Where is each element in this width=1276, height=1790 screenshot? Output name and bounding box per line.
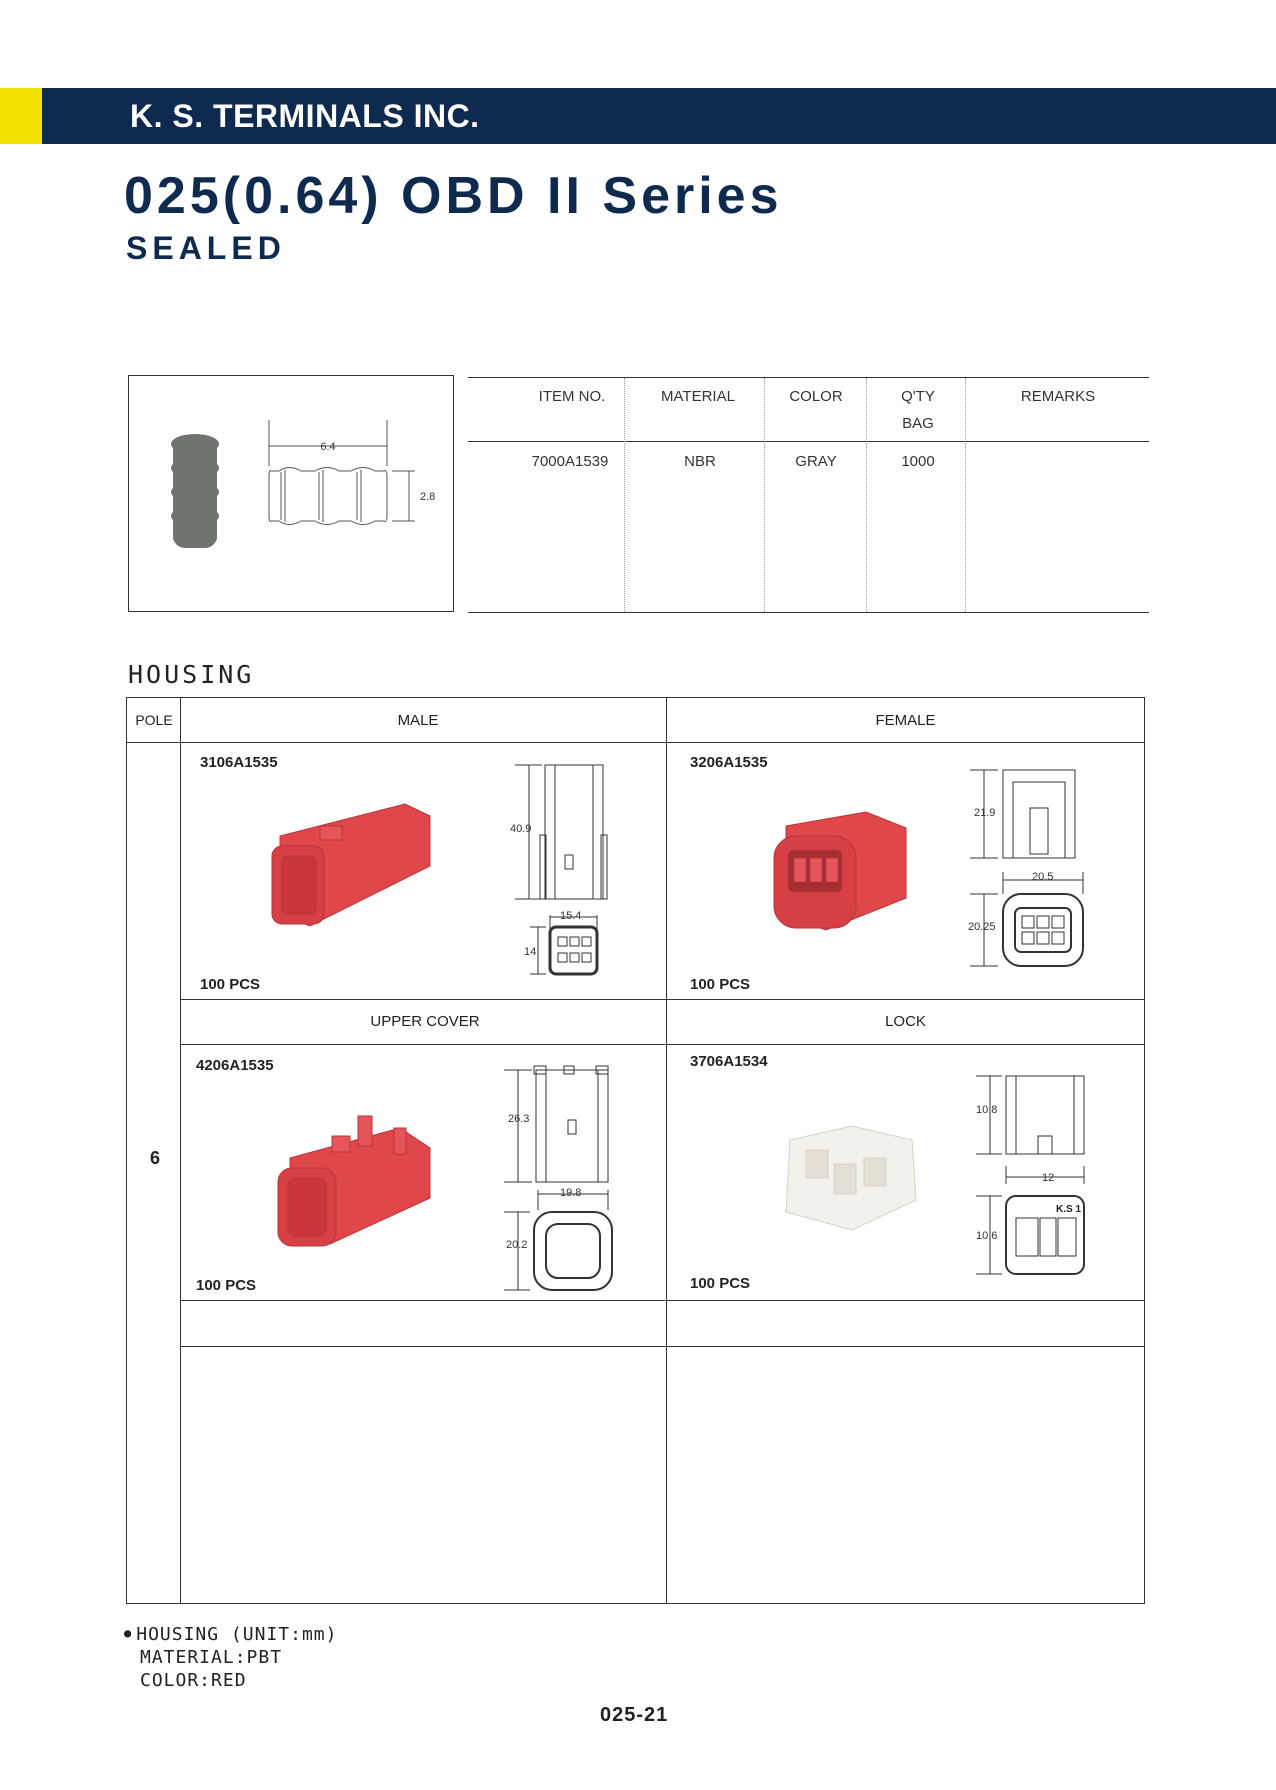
female-quantity: 100 PCS	[690, 976, 751, 993]
table-rule	[180, 1044, 1145, 1045]
pole-value: 6	[150, 1148, 161, 1168]
male-width-dim: 15.4	[560, 910, 582, 922]
female-housing-photo	[766, 806, 916, 936]
seal-image-box	[128, 375, 454, 612]
spec-header-item-no: ITEM NO.	[538, 388, 606, 405]
note-material: MATERIAL:PBT	[140, 1647, 283, 1668]
company-name: K. S. TERMINALS INC.	[130, 98, 480, 134]
table-rule	[126, 742, 1145, 743]
spec-item-no: 7000A1539	[531, 453, 609, 470]
seal-illustration	[129, 376, 455, 613]
table-rule	[666, 697, 667, 1604]
series-subtitle: SEALED	[126, 230, 286, 266]
note-unit: HOUSING (UNIT:mm)	[136, 1624, 338, 1645]
male-height-dim: 40.9	[510, 823, 532, 835]
lock-mark: K.S 1	[1056, 1204, 1082, 1215]
spec-qty: 1000	[901, 453, 935, 470]
lock-part-number: 3706A1534	[690, 1053, 768, 1070]
spec-header-qty-unit: BAG	[902, 415, 934, 432]
lock-drawing	[960, 1066, 1090, 1286]
housing-section-title: HOUSING	[128, 660, 255, 689]
upper-cover-photo	[270, 1112, 440, 1252]
spec-header-material: MATERIAL	[661, 388, 735, 405]
female-housing-drawing	[960, 760, 1090, 975]
upper-cover-quantity: 100 PCS	[196, 1277, 257, 1294]
upper-cover-part-number: 4206A1535	[196, 1057, 274, 1074]
male-header: MALE	[397, 712, 439, 729]
male-quantity: 100 PCS	[200, 976, 261, 993]
spec-header-qty: Q'TY	[901, 388, 935, 405]
lock-height-dim: 10.8	[976, 1104, 998, 1116]
upper-cover-depth-dim: 20.2	[506, 1239, 528, 1251]
pole-header: POLE	[135, 712, 173, 728]
page-number: 025-21	[600, 1704, 669, 1726]
spec-material: NBR	[684, 453, 716, 470]
spec-header-remarks: REMARKS	[1020, 388, 1096, 405]
male-housing-photo	[260, 796, 440, 936]
spec-table-top-rule	[468, 377, 1149, 378]
female-height-dim: 21.9	[974, 807, 996, 819]
male-depth-dim: 14	[524, 946, 537, 958]
bullet-icon: ●	[124, 1626, 133, 1640]
spec-color: GRAY	[795, 453, 837, 470]
lock-depth-dim: 10.6	[976, 1230, 998, 1242]
male-part-number: 3106A1535	[200, 754, 278, 771]
spec-col-divider	[965, 378, 966, 612]
spec-col-divider	[866, 378, 867, 612]
lock-photo	[772, 1120, 922, 1235]
table-rule	[180, 1300, 1145, 1301]
upper-cover-height-dim: 26.3	[508, 1113, 530, 1125]
series-title: 025(0.64) OBD II Series	[124, 167, 783, 225]
housing-notes	[124, 1622, 337, 1692]
seal-drawing	[269, 420, 415, 525]
spec-col-divider	[764, 378, 765, 612]
seal-height-dim: 2.8	[420, 491, 436, 503]
lock-quantity: 100 PCS	[690, 1275, 751, 1292]
seal-length-dim: 6.4	[320, 441, 336, 453]
header-accent-stripe	[0, 88, 42, 144]
table-rule	[180, 999, 1145, 1000]
spec-table-header-rule	[468, 441, 1149, 442]
male-housing-drawing	[510, 755, 620, 985]
table-rule	[180, 697, 181, 1604]
female-header: FEMALE	[875, 712, 936, 729]
upper-cover-drawing	[500, 1060, 630, 1300]
spec-col-divider	[624, 378, 625, 612]
lock-header: LOCK	[885, 1013, 926, 1030]
spec-header-color: COLOR	[789, 388, 843, 405]
spec-table-bottom-rule	[468, 612, 1149, 613]
female-part-number: 3206A1535	[690, 754, 768, 771]
seal-photo	[171, 434, 219, 548]
note-color: COLOR:RED	[140, 1670, 247, 1691]
upper-cover-header: UPPER COVER	[370, 1013, 480, 1030]
table-rule	[180, 1346, 1145, 1347]
lock-width-dim: 12	[1042, 1172, 1055, 1184]
female-depth-dim: 20.25	[968, 921, 996, 933]
female-width-dim: 20.5	[1032, 871, 1054, 883]
upper-cover-width-dim: 19.8	[560, 1187, 582, 1199]
